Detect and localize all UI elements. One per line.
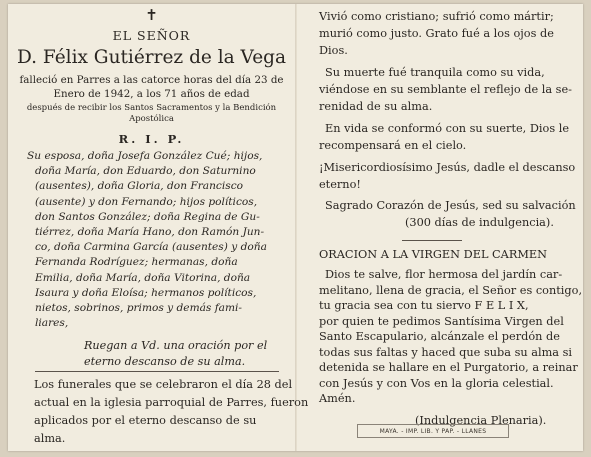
- pray-line: Ruegan a Vd. una oración por el: [84, 339, 268, 352]
- title-el-senor: EL SEÑOR: [112, 28, 191, 43]
- printer-imprint: MAYA. - IMP. LIB. Y PAP. - LLANES: [357, 424, 509, 438]
- family-line: Emilia, doña María, doña Vitorina, doña: [35, 271, 251, 284]
- sacraments-line: después de recibir los Santos Sacramentos y la Bendición: [26, 103, 277, 113]
- prayer-line: por quien te pedimos Santísima Virgen del: [319, 314, 564, 328]
- prayer-line: Dios te salve, flor hermosa del jardín car-: [325, 268, 563, 281]
- funeral-line: aplicados por el eterno descanso de su: [34, 414, 257, 427]
- rip-text: R. I. P.: [118, 132, 185, 146]
- death-info-line: Enero de 1942, a los 71 años de edad: [53, 88, 250, 100]
- deceased-name: D. Félix Gutiérrez de la Vega: [16, 47, 287, 68]
- memorial-card: [8, 4, 583, 451]
- cross-icon: ✝: [145, 6, 158, 24]
- family-line: nietos, sobrinos, primos y demás fami-: [35, 302, 242, 314]
- divider-line: [402, 240, 462, 241]
- funeral-line: Los funerales que se celebraron el día 28 del: [34, 378, 293, 391]
- family-line: liares,: [35, 317, 69, 330]
- family-line: don Santos González; doña Regina de Gu-: [35, 210, 260, 223]
- epitaph-line: eterno!: [319, 178, 361, 191]
- epitaph-line: En vida se conformó con su suerte, Dios le: [325, 122, 570, 135]
- epitaph-line: ¡Misericordiosísimo Jesús, dadle el descanso: [319, 161, 576, 174]
- family-line: Su esposa, doña Josefa González Cué; hijos,: [27, 150, 263, 162]
- family-line: Fernanda Rodríguez; hermanas, doña: [35, 256, 238, 269]
- funeral-line: alma.: [34, 432, 66, 445]
- family-line: (ausente) y don Fernando; hijos políticos,: [35, 195, 258, 208]
- prayer-line: Santo Escapulario, alcánzale el perdón de: [319, 330, 560, 343]
- family-line: doña María, don Eduardo, don Saturnino: [35, 165, 256, 178]
- epitaph-line: Sagrado Corazón de Jesús, sed su salvación: [325, 199, 576, 212]
- epitaph-line: Vivió como cristiano; sufrió como mártir;: [319, 10, 554, 23]
- card-fold: [295, 4, 297, 451]
- plenary-indulgence: (Indulgencia Plenaria).: [415, 413, 547, 427]
- family-line: tiérrez, doña María Hano, don Ramón Jun-: [35, 226, 265, 238]
- sacraments-line: Apostólica: [129, 114, 174, 124]
- prayer-title: ORACION A LA VIRGEN DEL CARMEN: [319, 248, 548, 261]
- family-line: Isaura y doña Eloísa; hermanos políticos,: [35, 286, 257, 299]
- prayer-line: todas sus faltas y haced que suba su alma si: [319, 345, 573, 359]
- indulgence-note: (300 días de indulgencia).: [405, 216, 554, 229]
- prayer-line: melitano, llena de gracia, el Señor es contigo,: [319, 283, 583, 297]
- prayer-line: detenida se hallare en el Purgatorio, a reinar: [319, 361, 578, 374]
- family-line: (ausentes), doña Gloria, don Francisco: [35, 180, 244, 193]
- funeral-line: actual en la iglesia parroquial de Parres, fueron: [34, 396, 309, 409]
- pray-line: eterno descanso de su alma.: [84, 355, 246, 368]
- epitaph-line: Su muerte fué tranquila como su vida,: [325, 66, 545, 79]
- epitaph-line: recompensará en el cielo.: [319, 139, 467, 152]
- epitaph-line: murió como justo. Grato fué a los ojos de: [319, 27, 554, 40]
- divider-line: [35, 371, 279, 372]
- prayer-line: tu gracia sea con tu siervo F E L I X,: [319, 299, 529, 312]
- epitaph-line: renidad de su alma.: [319, 100, 433, 113]
- family-line: co, doña Carmina García (ausentes) y doña: [35, 241, 267, 254]
- death-info-line: falleció en Parres a las catorce horas del día 23 de: [19, 74, 284, 86]
- prayer-line: con Jesús y con Vos en la gloria celestial.: [319, 376, 554, 390]
- prayer-line: Amén.: [319, 392, 356, 405]
- epitaph-line: viéndose en su semblante el reflejo de la se-: [319, 83, 572, 96]
- epitaph-line: Dios.: [319, 44, 348, 57]
